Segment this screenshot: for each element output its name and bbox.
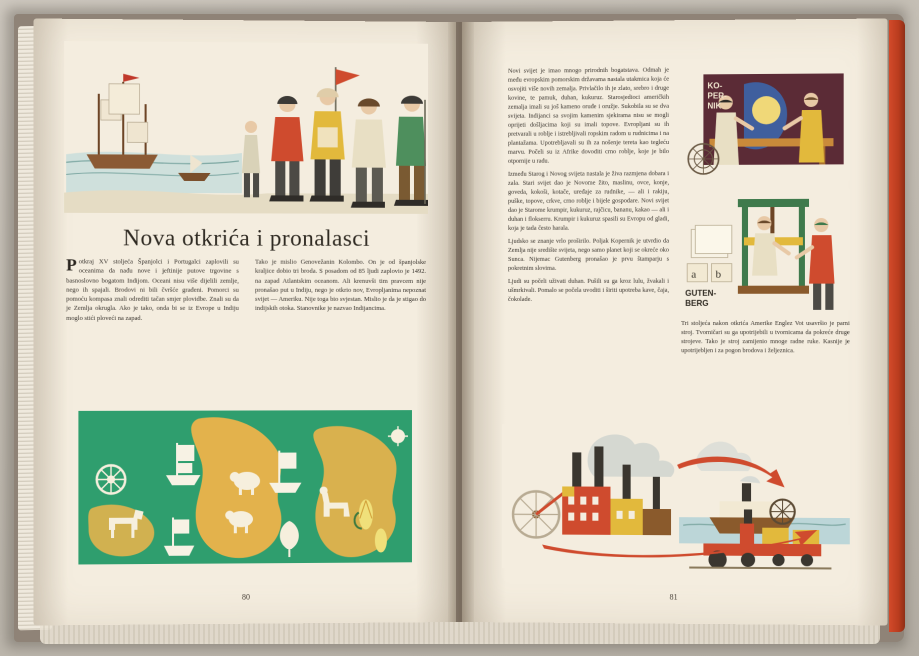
svg-text:NIK: NIK [707,101,722,111]
left-page [33,19,456,626]
svg-text:b: b [715,268,722,281]
svg-text:GUTEN-: GUTEN- [685,288,717,298]
page-number-left: 80 [241,592,250,602]
right-page [462,18,888,625]
left-column-2 [255,258,426,327]
paragraph: Novi svijet je imao mnogo prirodnih bogatstava. Odmah je među evropskim pomorskim državama nastala utakmica koja će osvojiti više novih zemalja. Privlačilo ih je zlato, srebro i druge kovine, te pamuk, duhan, kukuruz. Starosjedioci američkih zemalja imali su još kameno oruđe i oružje. Sukobila su se dva svijeta. Indijanci sa svojim kamenim sjekirama nisu se mogli oprijeti došljacima koji su imali topove. Evropljani su ih pretvarali u roblje i istrebljivali ropskim radom u rudnicima i na plantažama. Upotrebljavali su ih za nošenje tereta kao tegleću marvu. Počeli su iz Afrike dovoditi crno roblje, koje je bilo otpornije u radu. [508,66,670,165]
columbus-landing-illustration [64,41,428,214]
steam-engine-caption: Tri stoljeća nakon otkrića Amerike Englez Vot usavršio je parni stroj. Tvorničari su ga upotrijebili u tvornicama da pokreće druge strojeve. Tako je stroj zamijenio mnoge radne ruke. Kasnije je upotrijebljen i za pogon brodova i željeznica. [681,319,850,355]
page-block-bottom [40,622,880,644]
gutenberg-illustration [681,189,850,310]
book-spine-edge [889,20,905,632]
svg-text:KO-: KO- [707,81,723,91]
left-column-1 [66,257,239,327]
paragraph: Ljudsko se znanje vrlo proširilo. Poljak Kopernik je utvrdio da Zemlja nije središte svijeta, nego samo planet koji se okreće oko Sunca. Nijemac Gutenberg pronašao je prvu štamparju s pokretnim slovima. [508,237,670,272]
right-text-column [508,67,669,309]
paragraph: Tako je mislio Genovežanin Kolombo. On je od španjolske kraljice dobio tri broda. S posadom od 85 ljudi zaplovio je 1492. na zapad Atlantskim oceanom. Ali krenuvši tim pravcem nije pronašao put u Indiju, nego je otkrio nov, Evropljanima nepoznat svijet — Ameriku. Nije toga bio svjestan. Mislio je da je stigao do indijskih otoka. Stanovnike je nazvao Indijancima. [255,258,426,313]
copernicus-illustration [681,67,850,181]
page-title: Nova otkrića i pronalasci [123,225,371,251]
paragraph: Ljudi su počeli uživati duhan. Pušili su ga kroz lulu, žvakali i ušmrkivali. Pomalo se počela uvoditi i širiti upotreba kave, čaja, čokolade. [508,277,670,303]
paragraph: Potkraj XV stoljeća Španjolci i Portugalci zaplovili su oceanima da nađu nove i jeftinije putove trgovine s basnoslovno bogatom Indijom. Oceani nisu više dijelili zemlje, nego ih spajali. Brodovi ni bili čvršće građeni. Pomorci su pomoću kompasa znali odrediti tačan smjer plovidbe. Znali su da je Zemlja okrugla. Ako je tako, onda bi se iz Evrope u Indiju moglo stići ploveći na zapad. [66,255,239,322]
svg-text:PER-: PER- [707,91,727,101]
svg-text:a: a [691,268,697,281]
steam-industry-illustration [502,424,850,571]
new-world-map-illustration [78,410,412,564]
paragraph: Između Starog i Novog svijeta nastala je živa razmjena dobara i zala. Stari svijet dao je Novome žito, maslinu, ovce, konje, goveda, kokoši, kotače, uređaje za rudnike, — ali i rakiju, puške, topove, crkve, crno roblje i bijele gospodare. Novi svijet dao je Starome krumpir, kukuruz, rajčicu, bananu, kakao — ali i duhan i flokserru. Krumpir i kukuruz spasili su Evropu od gladi, koja je tada često harala. [508,169,670,232]
open-book-spread [38,22,883,622]
svg-text:BERG: BERG [685,298,709,308]
page-number-right: 81 [669,592,678,602]
